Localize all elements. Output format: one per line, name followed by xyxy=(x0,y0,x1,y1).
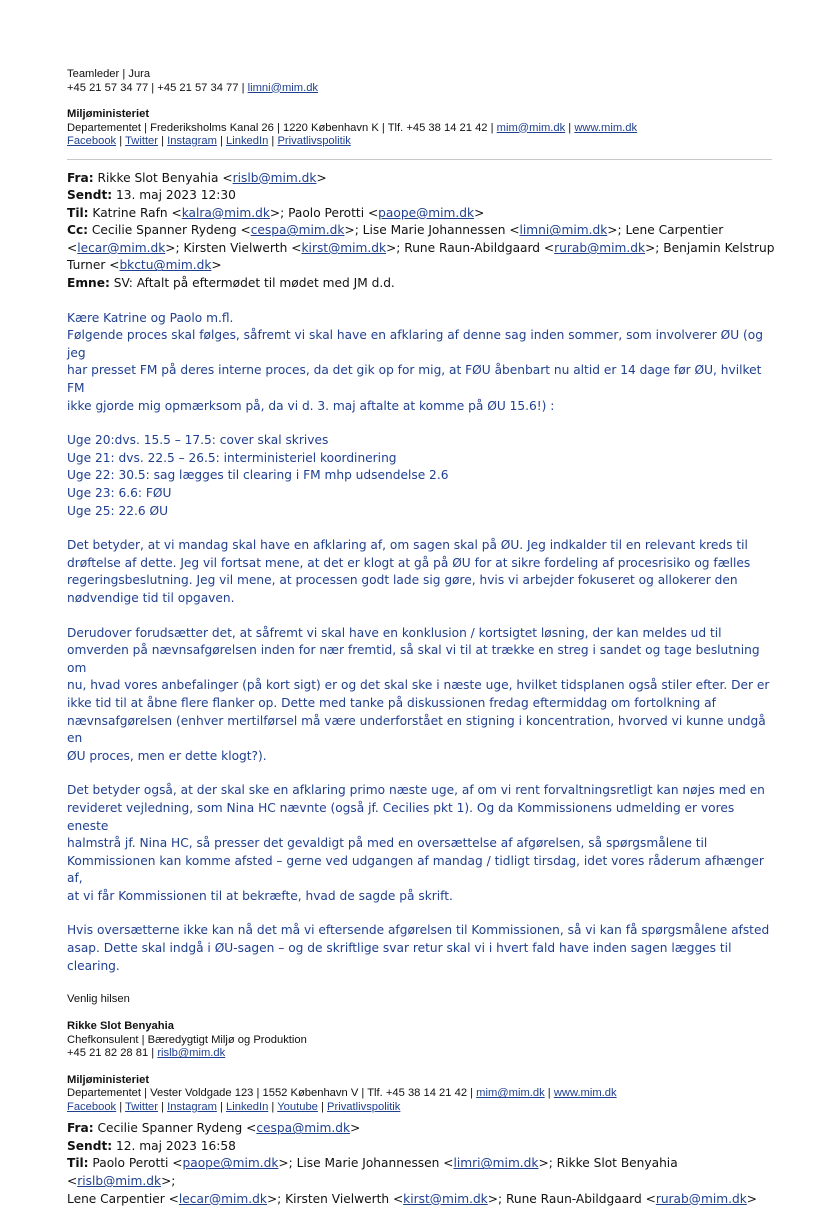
paragraph-line: Derudover forudsætter det, at såfremt vi skal have en konklusion / kortsigtet løsning, der kan meldes ud til xyxy=(67,625,722,640)
schedule-item: Uge 21: dvs. 22.5 – 26.5: interministeriel koordinering xyxy=(67,450,397,465)
privacy-link[interactable]: Privatlivspolitik xyxy=(327,1100,401,1113)
header-to-cont xyxy=(67,1191,777,1208)
cc-text: >; Benjamin Kelstrup xyxy=(645,240,775,255)
from-email-link[interactable]: rislb@mim.dk xyxy=(232,170,317,185)
header-from xyxy=(67,170,777,188)
intro-line: ikke gjorde mig opmærksom på, da vi d. 3. maj aftalte at komme på ØU 15.6!) : xyxy=(67,398,555,413)
from-email-link[interactable]: cespa@mim.dk xyxy=(256,1121,351,1136)
email-printout xyxy=(67,68,777,1208)
header-sent xyxy=(67,1138,777,1156)
paragraph-line: Hvis oversætterne ikke kan nå det må vi eftersende afgørelsen til Kommissionen, så vi kan få spørgsmålene afsted xyxy=(67,923,770,938)
signature-top xyxy=(67,68,777,149)
to-email-link[interactable]: paope@mim.dk xyxy=(182,1156,279,1171)
sig-phone: +45 21 57 34 77 | +45 21 57 34 77 | xyxy=(67,81,248,94)
to-text: > xyxy=(746,1191,757,1206)
instagram-link[interactable]: Instagram xyxy=(167,135,217,147)
sig-email-link[interactable]: limni@mim.dk xyxy=(247,81,319,94)
to-email-link[interactable]: kalra@mim.dk xyxy=(181,205,270,220)
from-label: Fra: xyxy=(67,170,94,185)
paragraph-line: ikke tid til at åbne flere flanker op. Dette med tanke på diskussionen fredag eftermiddag om fortolkning af xyxy=(67,695,716,710)
linkedin-link[interactable]: LinkedIn xyxy=(226,1100,269,1113)
cc-label: Cc: xyxy=(67,223,89,238)
cc-text: >; Lene Carpentier xyxy=(607,223,724,238)
paragraph-line: asap. Dette skal indgå i ØU-sagen – og de skriftlige svar retur skal vi i hvert fald have inden sagen lægges til clearing. xyxy=(67,941,732,973)
to-text: >; Rikke Slot Benyahia < xyxy=(67,1156,678,1189)
email-header-previous xyxy=(67,1120,777,1208)
intro-line: har presset FM på deres interne proces, da det gik op for mig, at FØU åbenbart nu altid er 14 dage før ØU, hvilket FM xyxy=(67,363,762,396)
header-cc-cont xyxy=(67,240,777,258)
schedule-item: Uge 20:dvs. 15.5 – 17.5: cover skal skrives xyxy=(67,433,329,448)
sig-phone: +45 21 82 28 81 | xyxy=(67,1047,158,1060)
to-email-link[interactable]: kirst@mim.dk xyxy=(403,1191,488,1206)
instagram-link[interactable]: Instagram xyxy=(167,1100,217,1113)
sig-org: Miljøministeriet xyxy=(67,108,150,120)
email-header xyxy=(67,170,777,293)
from-name: Rikke Slot Benyahia < xyxy=(97,170,233,185)
sig-name: Rikke Slot Benyahia xyxy=(67,1020,174,1033)
paragraph-line: nødvendige tid til opgaven. xyxy=(67,590,235,605)
cc-text: >; Lise Marie Johannessen < xyxy=(344,223,520,238)
greeting: Kære Katrine og Paolo m.fl. xyxy=(67,310,234,325)
to-text: >; Lise Marie Johannessen < xyxy=(278,1156,454,1171)
paragraph-line: drøftelse af dette. Jeg vil fortsat mene, at det er klogt at gå på ØU for at sikre fordeling af procesrisiko og fælles xyxy=(67,555,751,570)
from-label: Fra: xyxy=(67,1121,94,1136)
to-email-link[interactable]: rislb@mim.dk xyxy=(77,1174,162,1189)
signature-sender xyxy=(67,1020,777,1114)
header-cc xyxy=(67,222,777,240)
privacy-link[interactable]: Privatlivspolitik xyxy=(277,135,351,147)
email-body xyxy=(67,310,777,976)
header-subject xyxy=(67,275,777,293)
cc-text: >; Rune Raun-Abildgaard < xyxy=(386,240,555,255)
sent-date: 12. maj 2023 16:58 xyxy=(116,1138,236,1153)
subject-text: SV: Aftalt på eftermødet til mødet med JM d.d. xyxy=(113,276,395,291)
sig-web-link[interactable]: www.mim.dk xyxy=(553,1087,617,1100)
to-email-link[interactable]: limri@mim.dk xyxy=(453,1156,539,1171)
paragraph-line: regeringsbeslutning. Jeg vil mene, at processen godt lade sig gøre, hvis vi arbejder fokuseret og allokerer den xyxy=(67,573,738,588)
sig-title: Teamleder | Jura xyxy=(67,68,151,80)
to-label: Til: xyxy=(67,1156,89,1171)
sig-phone-line xyxy=(67,82,777,96)
closing: Venlig hilsen xyxy=(67,993,130,1006)
to-text: >; Kirsten Vielwerth < xyxy=(266,1191,404,1206)
to-email-link[interactable]: lecar@mim.dk xyxy=(178,1191,267,1206)
sig-email-link[interactable]: rislb@mim.dk xyxy=(157,1047,226,1060)
sig-org-email-link[interactable]: mim@mim.dk xyxy=(476,1087,545,1100)
paragraph-line: ØU proces, men er dette klogt?). xyxy=(67,748,267,763)
from-name: Cecilie Spanner Rydeng < xyxy=(97,1121,257,1136)
paragraph-line: Det betyder, at vi mandag skal have en afklaring af, om sagen skal på ØU. Jeg indkalder til en relevant kreds til xyxy=(67,538,748,553)
facebook-link[interactable]: Facebook xyxy=(67,135,117,147)
paragraph-line: omverden på nævnsafgørelsen inden for nær fremtid, så skal vi til at trække en streg i sandet og tage beslutning om xyxy=(67,643,760,675)
cc-text: >; Kirsten Vielwerth < xyxy=(165,240,302,255)
sig-social-links: Facebook | Twitter | Instagram | LinkedIn | Privatlivspolitik xyxy=(67,135,351,147)
to-label: Til: xyxy=(67,205,89,220)
sig-address-line xyxy=(67,1087,777,1101)
to-text: >; Rune Raun-Abildgaard < xyxy=(487,1191,656,1206)
cc-text: Turner < xyxy=(67,258,120,273)
to-text: Paolo Perotti < xyxy=(92,1156,183,1171)
cc-text: Cecilie Spanner Rydeng < xyxy=(91,223,251,238)
divider xyxy=(67,159,772,160)
paragraph-line: Kommissionen kan komme afsted – gerne ved udgangen af mandag / tidligt tirsdag, idet vores råderum afhænger af, xyxy=(67,853,764,886)
cc-email-link[interactable]: lecar@mim.dk xyxy=(77,240,166,255)
schedule-item: Uge 23: 6.6: FØU xyxy=(67,486,172,500)
header-cc-cont2 xyxy=(67,257,777,275)
youtube-link[interactable]: Youtube xyxy=(277,1100,318,1113)
to-email-link[interactable]: rurab@mim.dk xyxy=(655,1191,747,1206)
sig-social-links: Facebook | Twitter | Instagram | LinkedIn | Youtube | Privatlivspolitik xyxy=(67,1100,401,1113)
cc-email-link[interactable]: rurab@mim.dk xyxy=(554,240,646,255)
from-end: > xyxy=(316,170,327,185)
cc-text: > xyxy=(211,258,222,273)
cc-email-link[interactable]: bkctu@mim.dk xyxy=(119,258,212,273)
paragraph-line: revideret vejledning, som Nina HC nævnte (også jf. Cecilies pkt 1). Og da Kommissionens udmelding er vores eneste xyxy=(67,800,735,833)
linkedin-link[interactable]: LinkedIn xyxy=(226,135,269,147)
paragraph-line: halmstrå jf. Nina HC, så presser det gevaldigt på med en oversættelse af afgørelsen, så spørgsmålene til xyxy=(67,836,708,851)
header-to xyxy=(67,205,777,223)
sig-org-email-link[interactable]: mim@mim.dk xyxy=(496,121,566,134)
to-email-link[interactable]: paope@mim.dk xyxy=(378,205,475,220)
twitter-link[interactable]: Twitter xyxy=(125,1100,159,1113)
schedule-item: Uge 22: 30.5: sag lægges til clearing i FM mhp udsendelse 2.6 xyxy=(67,468,449,483)
sig-web-link[interactable]: www.mim.dk xyxy=(574,121,638,134)
sent-date: 13. maj 2023 12:30 xyxy=(116,188,236,203)
from-end: > xyxy=(350,1121,361,1136)
to-text: Katrine Rafn < xyxy=(92,205,182,220)
sig-phone-line xyxy=(67,1047,777,1061)
paragraph-line: nu, hvad vores anbefalinger (på kort sigt) er og det skal ske i næste uge, hvilket tidsplanen også stiler efter. Der er xyxy=(67,678,770,693)
header-to xyxy=(67,1155,777,1190)
sig-org: Miljøministeriet xyxy=(67,1073,150,1086)
to-text: Lene Carpentier < xyxy=(67,1191,179,1206)
cc-text: < xyxy=(67,240,78,255)
cc-email-link[interactable]: kirst@mim.dk xyxy=(301,240,387,255)
cc-email-link[interactable]: limni@mim.dk xyxy=(519,223,608,238)
sig-title: Chefkonsulent | Bæredygtigt Miljø og Produktion xyxy=(67,1033,307,1046)
cc-email-link[interactable]: cespa@mim.dk xyxy=(250,223,345,238)
sent-label: Sendt: xyxy=(67,1138,113,1153)
subject-label: Emne: xyxy=(67,276,110,291)
paragraph-line: Det betyder også, at der skal ske en afklaring primo næste uge, af om vi rent forvaltningsretligt kan nøjes med en xyxy=(67,783,765,798)
facebook-link[interactable]: Facebook xyxy=(67,1100,117,1113)
paragraph-line: at vi får Kommissionen til at bekræfte, hvad de sagde på skrift. xyxy=(67,888,453,903)
header-from xyxy=(67,1120,777,1138)
schedule-item: Uge 25: 22.6 ØU xyxy=(67,503,169,518)
sig-sep: | xyxy=(565,121,575,134)
sig-address: Departementet | Frederiksholms Kanal 26 | 1220 København K | Tlf. +45 38 14 21 42 | xyxy=(67,121,497,134)
to-text: > xyxy=(474,205,485,220)
sig-address: Departementet | Vester Voldgade 123 | 1552 København V | Tlf. +45 38 14 21 42 | xyxy=(67,1087,477,1100)
to-text: >; Paolo Perotti < xyxy=(269,205,379,220)
sig-address-line xyxy=(67,122,777,136)
paragraph-line: nævnsafgørelsen (enhver mertilførsel må være underforstået en stigning i koncentration, hvorved vi kunne undgå en xyxy=(67,713,766,746)
sent-label: Sendt: xyxy=(67,188,113,203)
to-text: >; xyxy=(161,1174,176,1189)
intro-line: Følgende proces skal følges, såfremt vi skal have en afklaring af denne sag inden sommer, som involverer ØU (og jeg xyxy=(67,328,763,360)
twitter-link[interactable]: Twitter xyxy=(125,135,159,147)
sig-sep: | xyxy=(544,1087,554,1100)
header-sent xyxy=(67,187,777,205)
